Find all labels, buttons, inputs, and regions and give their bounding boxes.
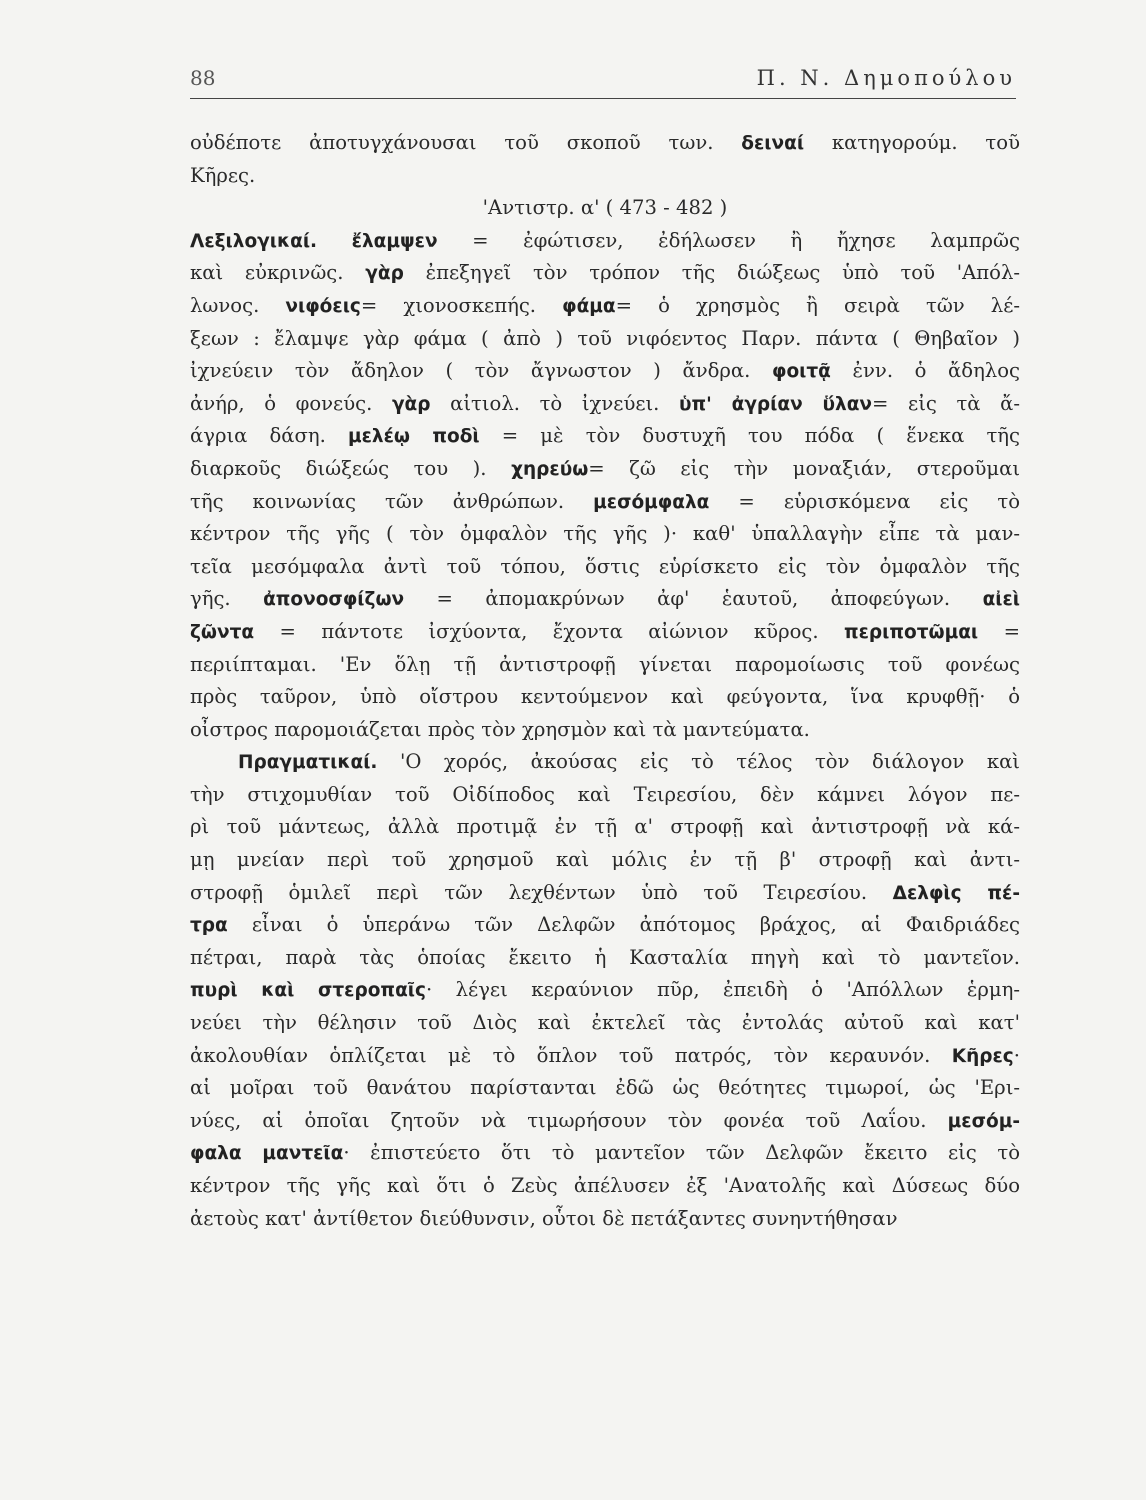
page-number: 88 xyxy=(190,66,216,90)
text-line xyxy=(190,453,1020,486)
text-run: λωνος. xyxy=(190,293,286,317)
text-line xyxy=(190,746,1020,779)
text-run: ἀετοὺς κατ' ἀντίθετον διεύθυνσιν, οὗτοι δὲ πετάξαντες συνηντήθησαν xyxy=(190,1206,898,1230)
text-run: = xyxy=(978,619,1020,643)
text-line xyxy=(190,1137,1020,1170)
text-line xyxy=(190,290,1020,323)
text-line xyxy=(190,1170,1020,1203)
text-line xyxy=(190,877,1020,910)
text-run: κέντρον τῆς γῆς ( τὸν ὀμφαλὸν τῆς γῆς )· καθ' ὑπαλλαγὴν εἶπε τὰ μαν- xyxy=(190,522,1020,546)
text-line xyxy=(190,714,1020,747)
text-line xyxy=(190,811,1020,844)
text-run: = ἐφώτισεν, ἐδήλωσεν ἢ ἤχησε λαμπρῶς xyxy=(437,228,1021,252)
text-line xyxy=(190,355,1020,388)
text-run: ρὶ τοῦ μάντεως, ἀλλὰ προτιμᾷ ἐν τῇ α' στροφῇ καὶ ἀντιστροφῇ νὰ κά- xyxy=(190,815,1020,839)
text-run: νεύει τὴν θέλησιν τοῦ Διὸς καὶ ἐκτελεῖ τὰς ἐντολάς αὐτοῦ καὶ κατ' xyxy=(190,1011,1020,1035)
text-run: Κῆρες. xyxy=(190,163,256,187)
bold-term: γὰρ xyxy=(365,263,404,285)
bold-term: Κῆρες xyxy=(951,1045,1014,1067)
text-run: = ἀπομακρύνων ἀφ' ἑαυτοῦ, ἀποφεύγων. xyxy=(404,587,983,611)
text-run: άγρια δάση. xyxy=(190,424,349,448)
text-run: ἐνν. ὁ ἄδηλος xyxy=(830,359,1020,383)
text-run: νύες, αἱ ὁποῖαι ζητοῦν νὰ τιμωρήσουν τὸν φονέα τοῦ Λαΐου. xyxy=(190,1108,948,1132)
bold-term: Πραγματικαί. xyxy=(238,752,378,774)
text-line xyxy=(190,518,1020,551)
text-run: · xyxy=(1013,1043,1020,1067)
text-run: κέντρον τῆς γῆς καὶ ὅτι ὁ Ζεὺς ἀπέλυσεν ἐξ 'Ανατολῆς καὶ Δύσεως δύο xyxy=(190,1174,1020,1197)
text-line xyxy=(190,942,1020,975)
text-run: = ὁ χρησμὸς ἢ σειρὰ τῶν λέ- xyxy=(615,293,1020,317)
bold-term: φαλα μαντεῖα xyxy=(190,1143,344,1165)
text-run: πέτραι, παρὰ τὰς ὁποίας ἔκειτο ἡ Κασταλία πηγὴ καὶ τὸ μαντεῖον. xyxy=(190,945,1020,969)
text-run: = εὑρισκόμενα εἰς τὸ xyxy=(709,489,1020,513)
text-line xyxy=(190,257,1020,290)
text-run: = εἰς τὰ ἄ- xyxy=(872,391,1020,415)
bold-term: χηρεύω xyxy=(511,458,589,480)
text-run: κατηγορούμ. τοῦ xyxy=(804,131,1020,154)
page-header xyxy=(190,58,1016,99)
text-line xyxy=(190,649,1020,682)
text-line xyxy=(190,388,1020,421)
text-run: αἱ μοῖραι τοῦ θανάτου παρίστανται ἐδῶ ὡς θεότητες τιμωροί, ὡς 'Ερι- xyxy=(190,1076,1020,1100)
bold-term: νιφόεις xyxy=(285,295,361,317)
bold-term: περιποτῶμαι xyxy=(844,621,979,643)
text-run: αἰτιολ. τὸ ἰχνεύει. xyxy=(430,391,680,415)
text-line xyxy=(190,616,1020,649)
bold-term: Λεξιλογικαί. xyxy=(190,230,318,252)
bold-term: μεσόμφαλα xyxy=(593,491,710,513)
bold-term: μεσόμ- xyxy=(947,1110,1020,1132)
text-line xyxy=(190,1072,1020,1105)
body-text xyxy=(190,127,1020,1235)
text-run: εἶναι ὁ ὑπεράνω τῶν Δελφῶν ἀπότομος βράχος, αἱ Φαιδριάδες xyxy=(227,913,1020,937)
text-run: τὴν στιχομυθίαν τοῦ Οἰδίποδος καὶ Τειρεσίου, δὲν κάμνει λόγον πε- xyxy=(190,782,1020,806)
text-run: στροφῇ ὁμιλεῖ περὶ τῶν λεχθέντων ὑπὸ τοῦ Τειρεσίου. xyxy=(190,880,893,904)
text-run: περιίπταμαι. 'Εν ὅλῃ τῇ ἀντιστροφῇ γίνεται παρομοίωσις τοῦ φονέως xyxy=(190,652,1020,676)
text-run: = χιονοσκεπής. xyxy=(360,293,563,317)
text-run: ἰχνεύειν τὸν ἄδηλον ( τὸν ἄγνωστον ) ἄνδρα. xyxy=(190,359,772,383)
bold-term: πυρὶ καὶ στεροπαῖς xyxy=(190,980,426,1002)
text-run: = ζῶ εἰς τὴν μοναξιάν, στεροῦμαι xyxy=(588,456,1021,480)
bold-term: τρα xyxy=(190,915,228,937)
bold-term: ζῶντα xyxy=(190,621,255,643)
text-run: τῆς κοινωνίας τῶν ἀνθρώπων. xyxy=(190,489,594,513)
text-run: ἀκολουθίαν ὁπλίζεται μὲ τὸ ὅπλον τοῦ πατρός, τὸν κεραυνόν. xyxy=(190,1043,952,1067)
running-head: Π. Ν. Δημοπούλου xyxy=(756,66,1016,90)
text-run: ἐπεξηγεῖ τὸν τρόπον τῆς διώξεως ὑπὸ τοῦ 'Απόλ- xyxy=(403,261,1021,285)
text-line xyxy=(190,1007,1020,1040)
text-run: γῆς. xyxy=(190,587,264,611)
bold-term: Δελφὶς πέ- xyxy=(892,882,1020,904)
text-line xyxy=(190,127,1020,160)
bold-term: ὑπ' ἀγρίαν ὕλαν xyxy=(679,393,873,415)
text-run: = μὲ τὸν δυστυχῆ του πόδα ( ἕνεκα τῆς xyxy=(479,424,1020,448)
text-line xyxy=(190,681,1020,714)
bold-term: γὰρ xyxy=(391,393,431,415)
text-line xyxy=(190,974,1020,1007)
text-line xyxy=(190,486,1020,519)
text-run: οὐδέποτε ἀποτυγχάνουσαι τοῦ σκοποῦ των. xyxy=(190,131,742,154)
text-run: μῃ μνείαν περὶ τοῦ χρησμοῦ καὶ μόλις ἐν τῇ β' στροφῇ καὶ ἀντι- xyxy=(190,848,1020,872)
bold-term: αἰεὶ xyxy=(982,589,1020,611)
text-run: ἀνήρ, ὁ φονεύς. xyxy=(190,391,392,415)
text-run xyxy=(317,229,352,252)
bold-term: δειναί xyxy=(741,133,805,154)
text-line xyxy=(190,1040,1020,1073)
bold-term: ἀπονοσφίζων xyxy=(263,589,405,611)
bold-term: φοιτᾷ xyxy=(771,361,831,383)
text-run: καὶ εὐκρινῶς. xyxy=(190,261,366,285)
text-line xyxy=(190,583,1020,616)
text-run: οἶστρος παρομοιάζεται πρὸς τὸν χρησμὸν καὶ τὰ μαντεύματα. xyxy=(190,717,810,741)
text-line xyxy=(190,779,1020,812)
text-run: = πάντοτε ἰσχύοντα, ἔχοντα αἰώνιον κῦρος. xyxy=(254,619,844,643)
text-line xyxy=(190,225,1020,258)
text-run: ξεων : ἔλαμψε γὰρ φάμα ( ἀπὸ ) τοῦ νιφόεντος Παρν. πάντα ( Θηβαῖον ) xyxy=(190,326,1020,350)
section-heading: 'Αντιστρ. α' ( 473 - 482 ) xyxy=(482,196,728,220)
text-run: διαρκοῦς διώξεώς του ). xyxy=(190,456,512,480)
text-run: 'Ο χορός, ἀκούσας εἰς τὸ τέλος τὸν διάλογον καὶ xyxy=(377,750,1020,774)
text-run: · λέγει κεραύνιον πῦρ, ἐπειδὴ ὁ 'Απόλλων ἑρμη- xyxy=(425,978,1020,1002)
bold-term: ἔλαμψεν xyxy=(351,230,438,252)
text-line xyxy=(190,909,1020,942)
text-line xyxy=(190,551,1020,584)
text-line xyxy=(190,1203,1020,1236)
text-run: τεῖα μεσόμφαλα ἀντὶ τοῦ τόπου, ὅστις εὑρίσκετο εἰς τὸν ὀμφαλὸν τῆς xyxy=(190,554,1020,578)
text-run: πρὸς ταῦρον, ὑπὸ οἴστρου κεντούμενον καὶ φεύγοντα, ἵνα κρυφθῇ· ὁ xyxy=(190,685,1020,709)
text-line xyxy=(190,844,1020,877)
text-line xyxy=(190,1105,1020,1138)
text-run: · ἐπιστεύετο ὅτι τὸ μαντεῖον τῶν Δελφῶν ἔκειτο εἰς τὸ xyxy=(343,1141,1020,1165)
text-line xyxy=(190,420,1020,453)
text-line xyxy=(190,160,1020,193)
bold-term: φάμα xyxy=(562,295,616,317)
bold-term: μελέῳ ποδὶ xyxy=(348,426,480,448)
text-line xyxy=(190,323,1020,356)
